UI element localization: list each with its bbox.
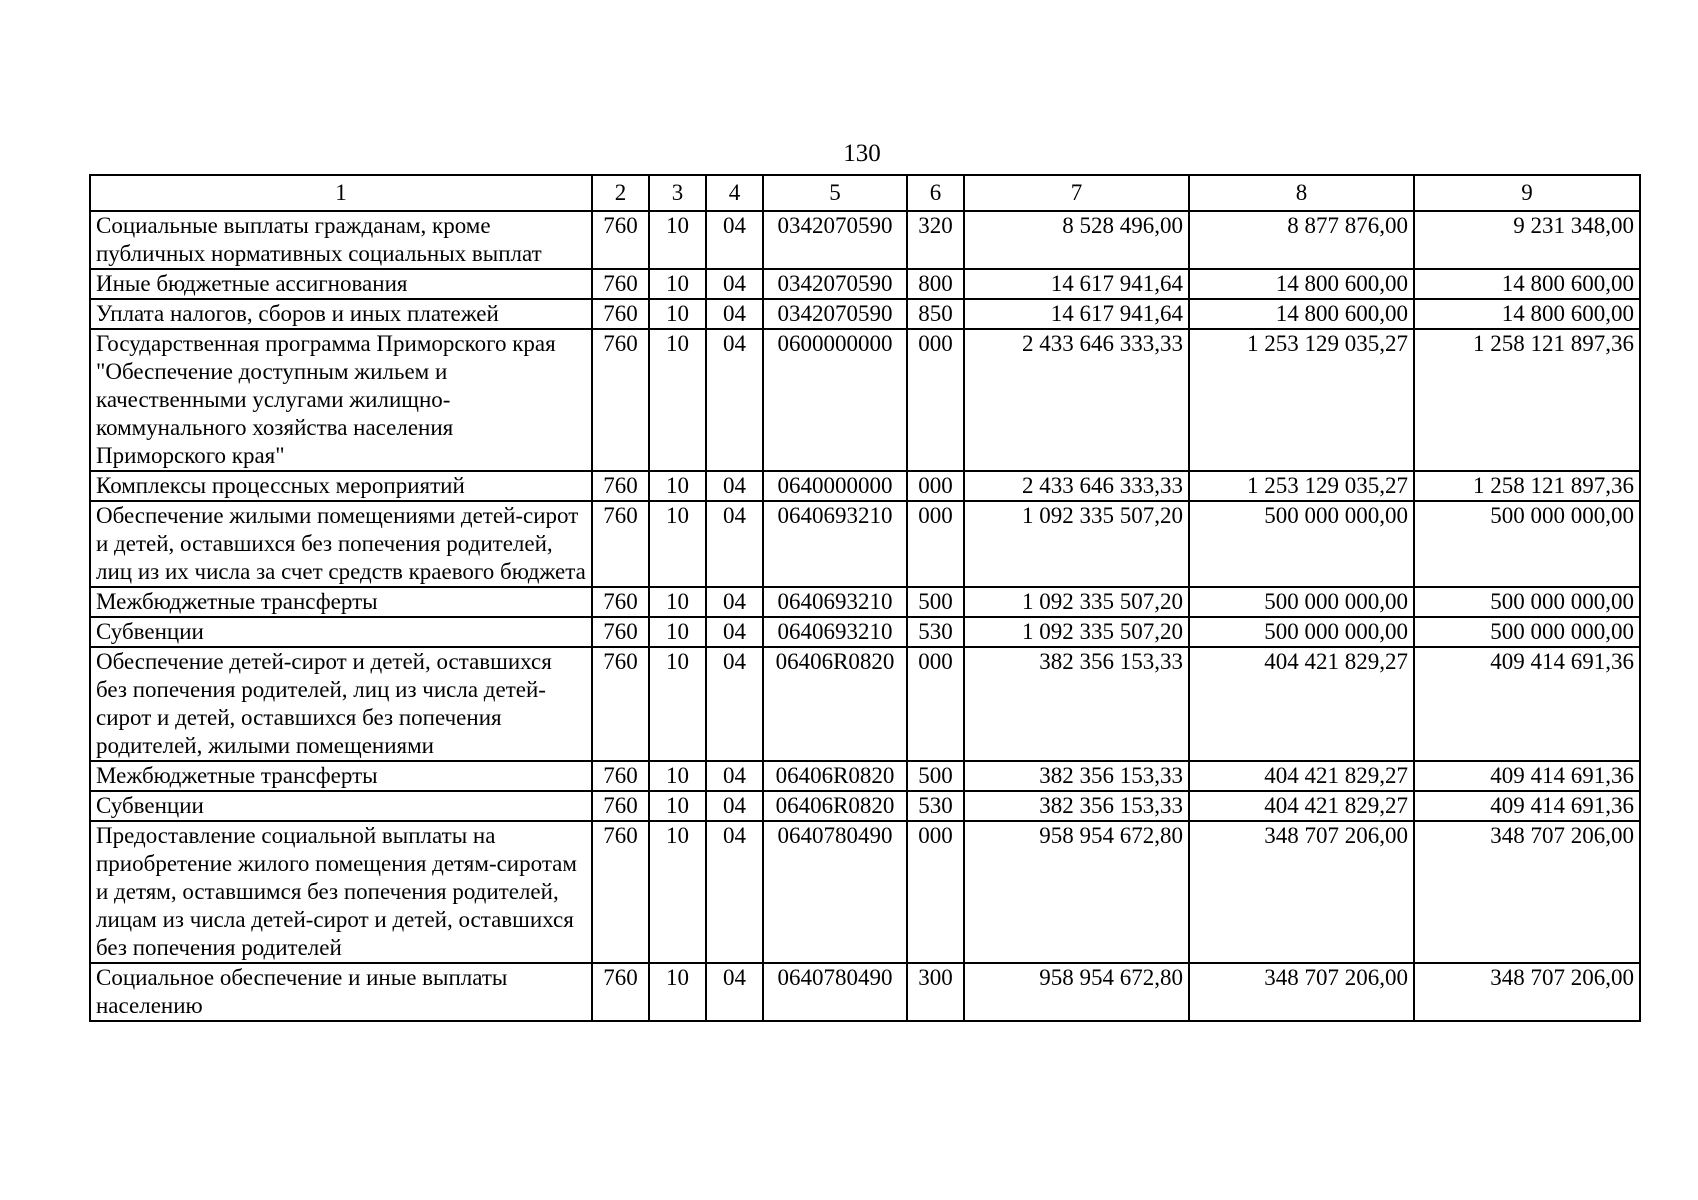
amount-cell-col7: 382 356 153,33 xyxy=(964,761,1189,791)
expense-type-cell: 000 xyxy=(907,647,964,761)
subsection-code-cell: 04 xyxy=(706,211,763,269)
budget-table xyxy=(89,174,1641,1022)
expense-type-cell: 500 xyxy=(907,761,964,791)
subsection-code-cell: 04 xyxy=(706,269,763,299)
table-row xyxy=(90,587,1640,617)
amount-cell-col8: 404 421 829,27 xyxy=(1189,791,1414,821)
column-header: 3 xyxy=(649,175,706,211)
row-name-cell: Субвенции xyxy=(90,791,592,821)
section-code-cell: 10 xyxy=(649,471,706,501)
row-name-cell: Субвенции xyxy=(90,617,592,647)
expense-type-cell: 800 xyxy=(907,269,964,299)
ministry-code-cell: 760 xyxy=(592,963,649,1021)
amount-cell-col9: 9 231 348,00 xyxy=(1414,211,1640,269)
table-row xyxy=(90,791,1640,821)
table-row xyxy=(90,821,1640,963)
ministry-code-cell: 760 xyxy=(592,587,649,617)
target-article-cell: 0640780490 xyxy=(763,963,907,1021)
amount-cell-col9: 500 000 000,00 xyxy=(1414,501,1640,587)
amount-cell-col7: 1 092 335 507,20 xyxy=(964,587,1189,617)
section-code-cell: 10 xyxy=(649,617,706,647)
subsection-code-cell: 04 xyxy=(706,791,763,821)
subsection-code-cell: 04 xyxy=(706,963,763,1021)
amount-cell-col8: 1 253 129 035,27 xyxy=(1189,471,1414,501)
table-row xyxy=(90,211,1640,269)
expense-type-cell: 530 xyxy=(907,617,964,647)
target-article-cell: 0342070590 xyxy=(763,269,907,299)
section-code-cell: 10 xyxy=(649,761,706,791)
target-article-cell: 0342070590 xyxy=(763,299,907,329)
table-header-row xyxy=(90,175,1640,211)
ministry-code-cell: 760 xyxy=(592,617,649,647)
column-header: 2 xyxy=(592,175,649,211)
row-name-cell: Обеспечение детей-сирот и детей, оставшихся без попечения родителей, лиц из числа детей-сирот и детей, оставшихся без попечения родителей, жилыми помещениями xyxy=(90,647,592,761)
section-code-cell: 10 xyxy=(649,587,706,617)
subsection-code-cell: 04 xyxy=(706,587,763,617)
ministry-code-cell: 760 xyxy=(592,501,649,587)
amount-cell-col7: 14 617 941,64 xyxy=(964,269,1189,299)
target-article-cell: 0640000000 xyxy=(763,471,907,501)
target-article-cell: 0640780490 xyxy=(763,821,907,963)
target-article-cell: 06406R0820 xyxy=(763,761,907,791)
amount-cell-col8: 404 421 829,27 xyxy=(1189,761,1414,791)
amount-cell-col9: 409 414 691,36 xyxy=(1414,761,1640,791)
section-code-cell: 10 xyxy=(649,647,706,761)
target-article-cell: 0342070590 xyxy=(763,211,907,269)
amount-cell-col9: 348 707 206,00 xyxy=(1414,963,1640,1021)
subsection-code-cell: 04 xyxy=(706,617,763,647)
row-name-cell: Межбюджетные трансферты xyxy=(90,761,592,791)
amount-cell-col9: 14 800 600,00 xyxy=(1414,299,1640,329)
amount-cell-col9: 409 414 691,36 xyxy=(1414,647,1640,761)
amount-cell-col7: 958 954 672,80 xyxy=(964,963,1189,1021)
amount-cell-col8: 500 000 000,00 xyxy=(1189,617,1414,647)
table-row xyxy=(90,269,1640,299)
amount-cell-col7: 2 433 646 333,33 xyxy=(964,329,1189,471)
amount-cell-col7: 8 528 496,00 xyxy=(964,211,1189,269)
table-row xyxy=(90,963,1640,1021)
amount-cell-col7: 2 433 646 333,33 xyxy=(964,471,1189,501)
table-row xyxy=(90,761,1640,791)
section-code-cell: 10 xyxy=(649,299,706,329)
subsection-code-cell: 04 xyxy=(706,299,763,329)
amount-cell-col9: 14 800 600,00 xyxy=(1414,269,1640,299)
ministry-code-cell: 760 xyxy=(592,269,649,299)
section-code-cell: 10 xyxy=(649,821,706,963)
amount-cell-col8: 14 800 600,00 xyxy=(1189,269,1414,299)
subsection-code-cell: 04 xyxy=(706,471,763,501)
row-name-cell: Социальное обеспечение и иные выплаты населению xyxy=(90,963,592,1021)
subsection-code-cell: 04 xyxy=(706,329,763,471)
table-row xyxy=(90,617,1640,647)
amount-cell-col8: 404 421 829,27 xyxy=(1189,647,1414,761)
amount-cell-col9: 500 000 000,00 xyxy=(1414,587,1640,617)
ministry-code-cell: 760 xyxy=(592,647,649,761)
expense-type-cell: 300 xyxy=(907,963,964,1021)
expense-type-cell: 000 xyxy=(907,471,964,501)
subsection-code-cell: 04 xyxy=(706,647,763,761)
expense-type-cell: 320 xyxy=(907,211,964,269)
column-header: 8 xyxy=(1189,175,1414,211)
target-article-cell: 06406R0820 xyxy=(763,791,907,821)
ministry-code-cell: 760 xyxy=(592,471,649,501)
amount-cell-col8: 14 800 600,00 xyxy=(1189,299,1414,329)
expense-type-cell: 000 xyxy=(907,329,964,471)
row-name-cell: Государственная программа Приморского края "Обеспечение доступным жильем и качественными услугами жилищно-коммунального хозяйства населения Приморского края" xyxy=(90,329,592,471)
row-name-cell: Комплексы процессных мероприятий xyxy=(90,471,592,501)
row-name-cell: Обеспечение жилыми помещениями детей-сирот и детей, оставшихся без попечения родителей, лиц из их числа за счет средств краевого бюджета xyxy=(90,501,592,587)
page-number: 130 xyxy=(843,140,881,167)
column-header: 6 xyxy=(907,175,964,211)
ministry-code-cell: 760 xyxy=(592,211,649,269)
ministry-code-cell: 760 xyxy=(592,791,649,821)
section-code-cell: 10 xyxy=(649,501,706,587)
row-name-cell: Межбюджетные трансферты xyxy=(90,587,592,617)
amount-cell-col8: 1 253 129 035,27 xyxy=(1189,329,1414,471)
column-header: 9 xyxy=(1414,175,1640,211)
section-code-cell: 10 xyxy=(649,963,706,1021)
amount-cell-col8: 348 707 206,00 xyxy=(1189,963,1414,1021)
expense-type-cell: 500 xyxy=(907,587,964,617)
column-header: 4 xyxy=(706,175,763,211)
amount-cell-col7: 958 954 672,80 xyxy=(964,821,1189,963)
section-code-cell: 10 xyxy=(649,269,706,299)
ministry-code-cell: 760 xyxy=(592,299,649,329)
table-row xyxy=(90,299,1640,329)
amount-cell-col7: 14 617 941,64 xyxy=(964,299,1189,329)
amount-cell-col7: 1 092 335 507,20 xyxy=(964,617,1189,647)
row-name-cell: Предоставление социальной выплаты на приобретение жилого помещения детям-сиротам и детям, оставшимся без попечения родителей, лицам из числа детей-сирот и детей, оставшихся без попечения родителей xyxy=(90,821,592,963)
table-body xyxy=(90,211,1640,1021)
amount-cell-col9: 1 258 121 897,36 xyxy=(1414,471,1640,501)
section-code-cell: 10 xyxy=(649,211,706,269)
column-header: 7 xyxy=(964,175,1189,211)
amount-cell-col9: 500 000 000,00 xyxy=(1414,617,1640,647)
amount-cell-col8: 500 000 000,00 xyxy=(1189,501,1414,587)
target-article-cell: 0640693210 xyxy=(763,587,907,617)
row-name-cell: Социальные выплаты гражданам, кроме публичных нормативных социальных выплат xyxy=(90,211,592,269)
amount-cell-col7: 382 356 153,33 xyxy=(964,791,1189,821)
expense-type-cell: 850 xyxy=(907,299,964,329)
column-header: 5 xyxy=(763,175,907,211)
target-article-cell: 0640693210 xyxy=(763,617,907,647)
target-article-cell: 06406R0820 xyxy=(763,647,907,761)
amount-cell-col9: 1 258 121 897,36 xyxy=(1414,329,1640,471)
table-row xyxy=(90,471,1640,501)
ministry-code-cell: 760 xyxy=(592,329,649,471)
expense-type-cell: 530 xyxy=(907,791,964,821)
expense-type-cell: 000 xyxy=(907,501,964,587)
section-code-cell: 10 xyxy=(649,791,706,821)
amount-cell-col8: 8 877 876,00 xyxy=(1189,211,1414,269)
amount-cell-col9: 348 707 206,00 xyxy=(1414,821,1640,963)
row-name-cell: Уплата налогов, сборов и иных платежей xyxy=(90,299,592,329)
section-code-cell: 10 xyxy=(649,329,706,471)
amount-cell-col8: 348 707 206,00 xyxy=(1189,821,1414,963)
amount-cell-col9: 409 414 691,36 xyxy=(1414,791,1640,821)
subsection-code-cell: 04 xyxy=(706,501,763,587)
table-row xyxy=(90,501,1640,587)
column-header: 1 xyxy=(90,175,592,211)
subsection-code-cell: 04 xyxy=(706,761,763,791)
ministry-code-cell: 760 xyxy=(592,761,649,791)
ministry-code-cell: 760 xyxy=(592,821,649,963)
expense-type-cell: 000 xyxy=(907,821,964,963)
row-name-cell: Иные бюджетные ассигнования xyxy=(90,269,592,299)
amount-cell-col7: 382 356 153,33 xyxy=(964,647,1189,761)
subsection-code-cell: 04 xyxy=(706,821,763,963)
target-article-cell: 0640693210 xyxy=(763,501,907,587)
table-row xyxy=(90,647,1640,761)
amount-cell-col7: 1 092 335 507,20 xyxy=(964,501,1189,587)
table-row xyxy=(90,329,1640,471)
amount-cell-col8: 500 000 000,00 xyxy=(1189,587,1414,617)
target-article-cell: 0600000000 xyxy=(763,329,907,471)
